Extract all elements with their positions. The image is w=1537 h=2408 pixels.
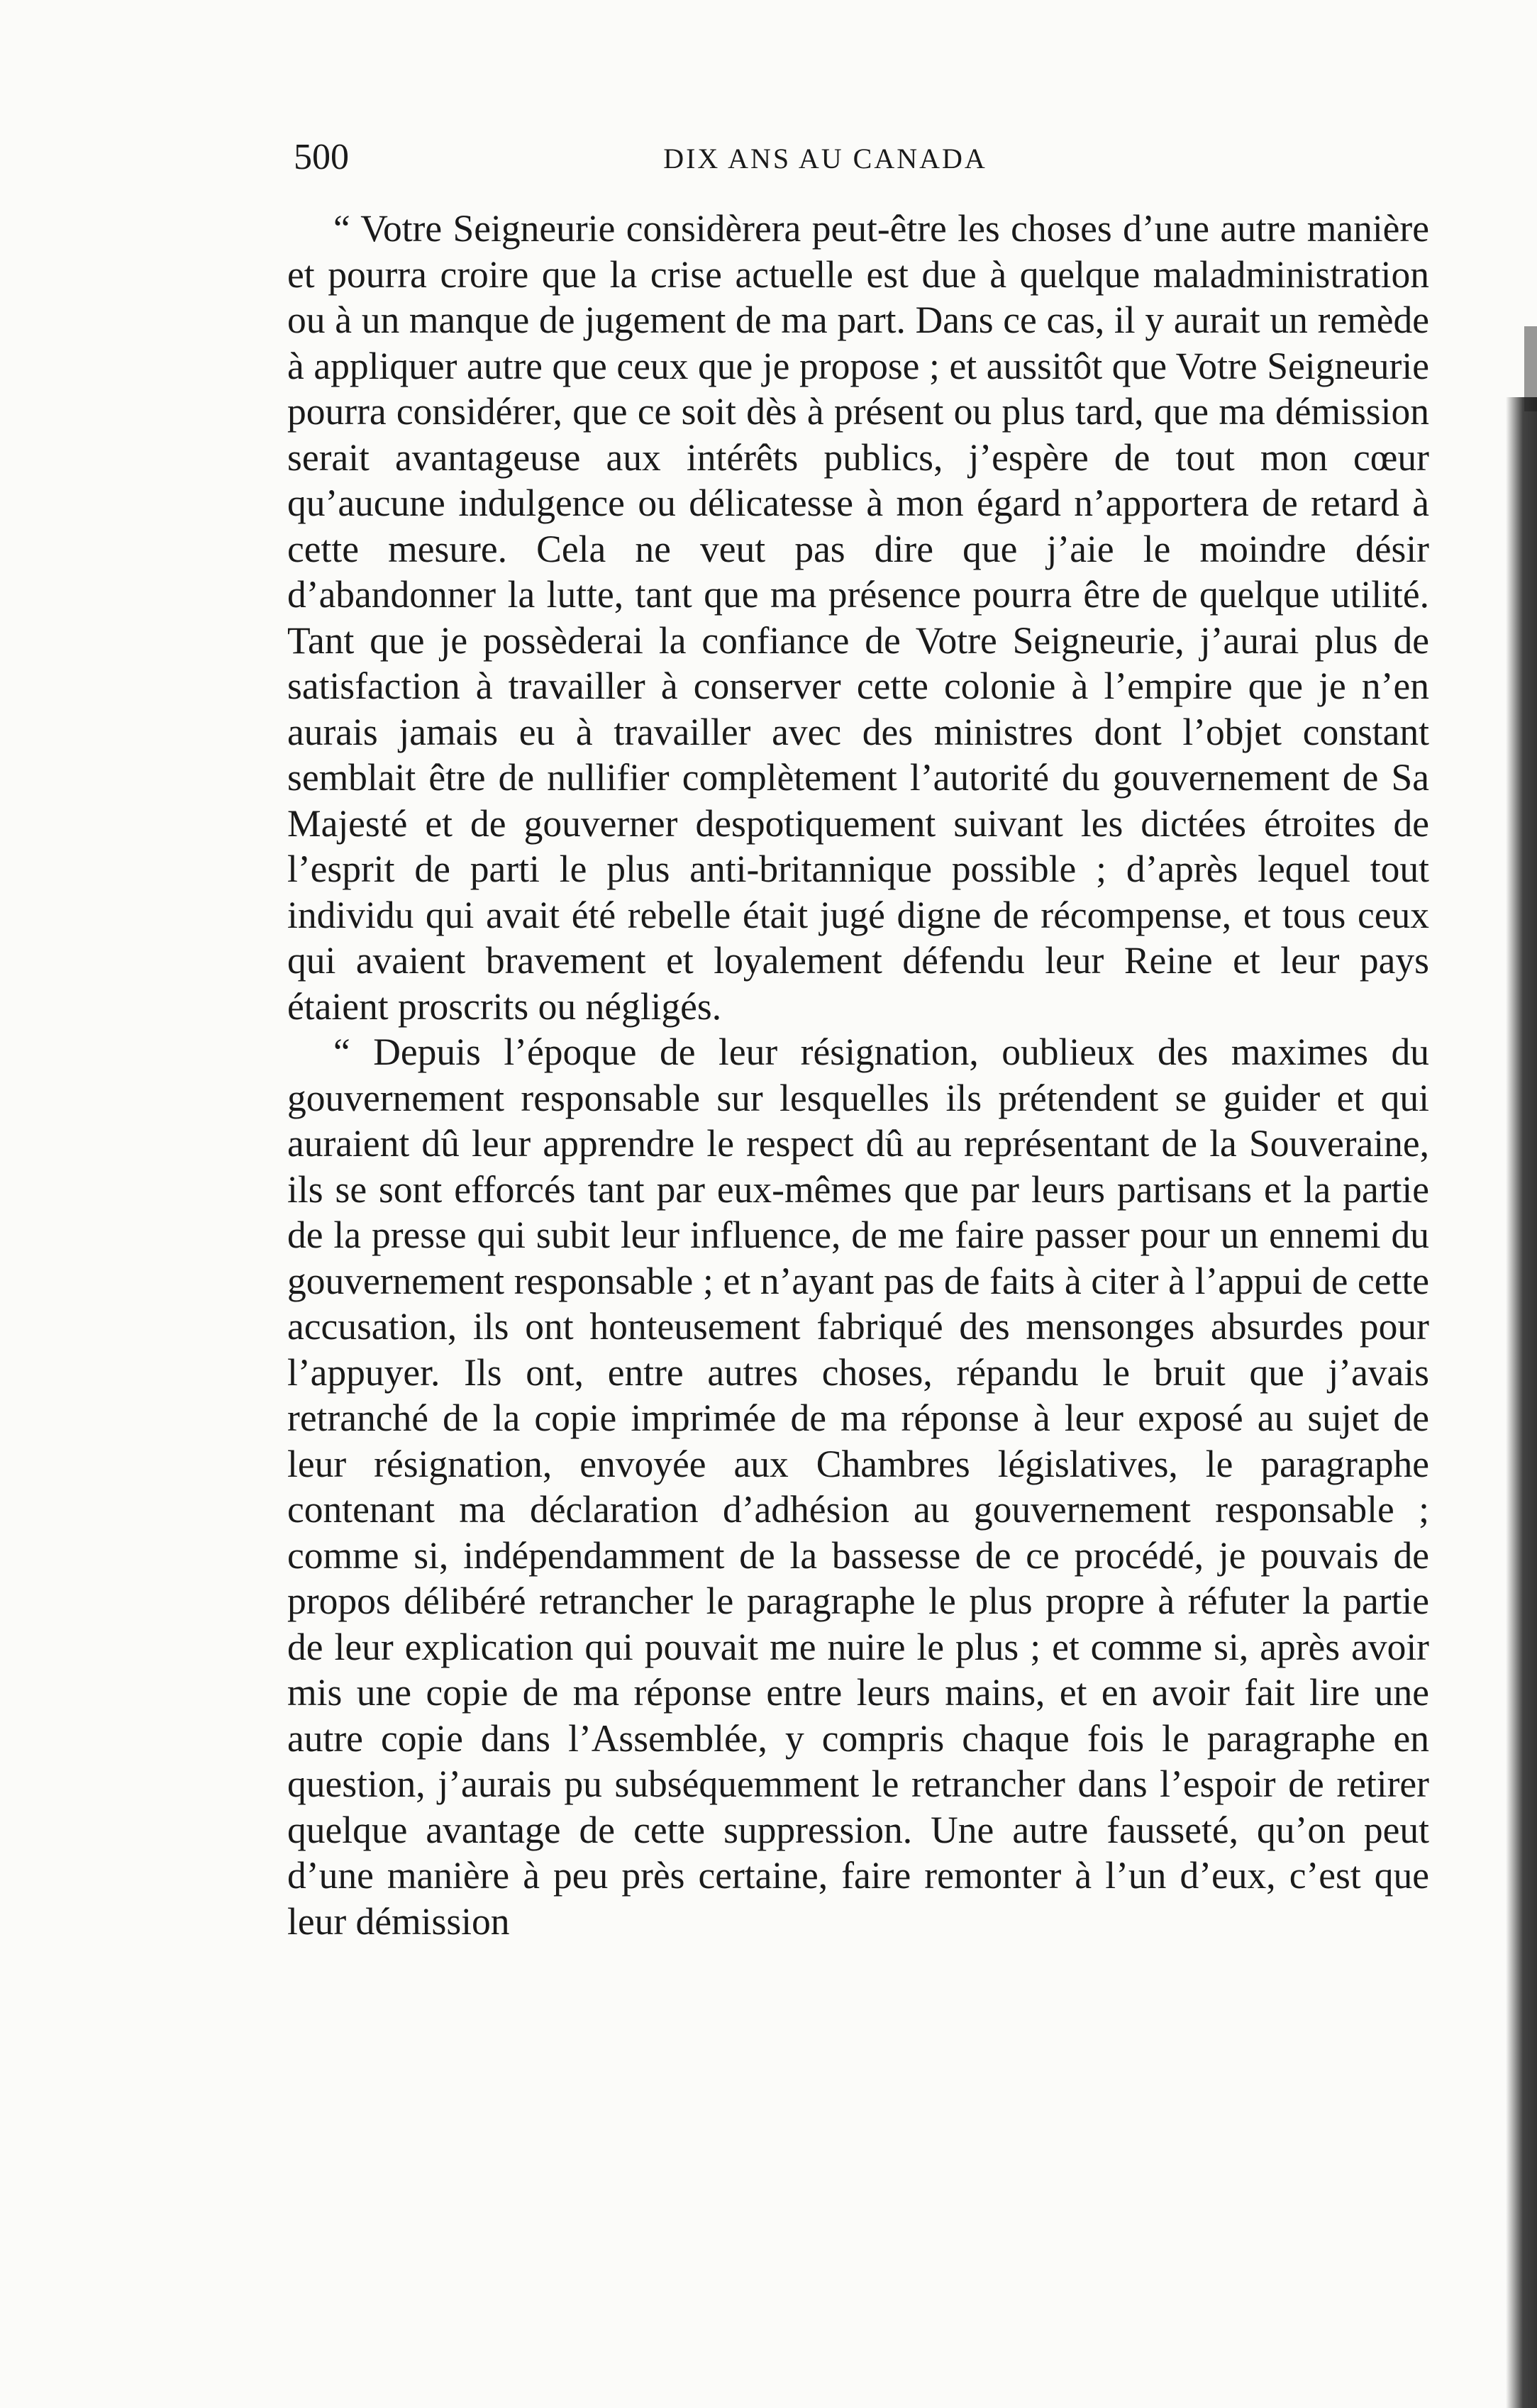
scan-edge-shadow (1506, 397, 1537, 2408)
paragraph: “ Depuis l’époque de leur résignation, oublieux des maximes du gouvernement responsable sur lesquelles ils prétendent se guider et qui auraient dû leur apprendre le respect dû au représentant de la Souveraine, ils se sont efforcés tant par eux-mêmes que par leurs partisans et la partie de la presse qui subit leur influence, de me faire passer pour un ennemi du gouvernement responsable ; et n’ayant pas de faits à citer à l’appui de cette accusation, ils ont honteusement fabriqué des mensonges absurdes pour l’appuyer. Ils ont, entre autres choses, répandu le bruit que j’avais retranché de la copie imprimée de ma réponse à leur exposé au sujet de leur résignation, envoyée aux Chambres législatives, le paragraphe contenant ma déclaration d’adhésion au gouvernement responsable ; comme si, indépendamment de la bassesse de ce procédé, je pouvais de propos délibéré retrancher le paragraphe le plus propre à réfuter la partie de leur explication qui pouvait me nuire le plus ; et comme si, après avoir mis une copie de ma réponse entre leurs mains, et en avoir fait lire une autre copie dans l’Assemblée, y compris chaque fois le paragraphe en question, j’aurais pu subséquemment le retrancher dans l’espoir de retirer quelque avantage de cette suppression. Une autre fausseté, qu’on peut d’une manière à peu près certaine, faire remonter à l’un d’eux, c’est que leur démission (287, 1031, 1429, 1943)
paragraph: “ Votre Seigneurie considèrera peut-être les choses d’une autre manière et pourra croire que la crise actuelle est due à quelque maladministration ou à un manque de jugement de ma part. Dans ce cas, il y aurait un remède à appliquer autre que ceux que je propose ; et aussitôt que Votre Seigneurie pourra considérer, que ce soit dès à présent ou plus tard, que ma démission serait avantageuse aux intérêts publics, j’espère de tout mon cœur qu’aucune indulgence ou délicatesse à mon égard n’apportera de retard à cette mesure. Cela ne veut pas dire que j’aie le moindre désir d’abandonner la lutte, tant que ma présence pourra être de quelque utilité. Tant que je possèderai la confiance de Votre Seigneurie, j’aurai plus de satisfaction à travailler à conserver cette colonie à l’empire que je n’en aurais jamais eu à travailler avec des ministres dont l’objet constant semblait être de nullifier complètement l’autorité du gouvernement de Sa Majesté et de gouverner despotiquement suivant les dictées étroites de l’esprit de parti le plus anti-britannique possible ; d’après lequel tout individu qui avait été rebelle était jugé digne de récompense, et tous ceux qui avaient bravement et loyalement défendu leur Reine et leur pays étaient proscrits ou négligés. (287, 207, 1429, 1028)
page-number: 500 (294, 137, 349, 177)
body-text (287, 206, 1429, 1944)
running-title: DIX ANS AU CANADA (663, 143, 987, 174)
